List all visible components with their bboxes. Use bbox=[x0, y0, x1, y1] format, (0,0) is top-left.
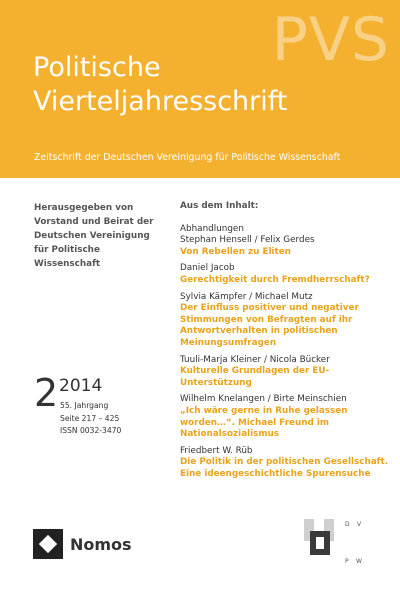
contents-entry bbox=[180, 446, 395, 481]
contents-entry bbox=[180, 394, 395, 440]
dvpw-letter-w: W bbox=[356, 558, 362, 565]
contents-entry bbox=[180, 292, 395, 350]
entry-title: „Ich wäre gerne in Ruhe gelassen worden…“. Michael Freund im Nationalsozialismus bbox=[180, 405, 348, 440]
issue-issn: ISSN 0032-3470 bbox=[60, 426, 122, 435]
entry-authors: Friedbert W. Rüb bbox=[180, 445, 253, 456]
contents-entry bbox=[180, 235, 395, 258]
nomos-logo bbox=[33, 529, 132, 559]
dvpw-logo-icon bbox=[303, 517, 363, 565]
entry-title: Kulturelle Grundlagen der EU-Unterstützung bbox=[180, 366, 330, 388]
dvpw-letter-v: V bbox=[357, 521, 362, 528]
issue-details bbox=[60, 400, 121, 438]
entry-title: Gerechtigkeit durch Fremdherrschaft? bbox=[180, 274, 370, 285]
journal-acronym: PVS bbox=[271, 5, 390, 75]
section-label: Abhandlungen bbox=[180, 223, 244, 234]
journal-title-line-1: Politische bbox=[33, 52, 161, 83]
entry-authors: Daniel Jacob bbox=[180, 263, 235, 274]
entry-authors: Tuuli-Marja Kleiner / Nicola Bücker bbox=[180, 354, 330, 365]
dvpw-letter-d: D bbox=[345, 521, 350, 528]
dvpw-letter-p: P bbox=[345, 558, 349, 565]
nomos-mark-icon bbox=[33, 529, 63, 559]
contents-heading: Aus dem Inhalt: bbox=[180, 201, 259, 211]
editor-note: Herausgegeben von Vorstand und Beirat der Deutschen Vereinigung für Politische Wissenschaft bbox=[34, 203, 154, 269]
issue-number: 2 bbox=[34, 371, 59, 415]
entry-title: Die Politik in der politischen Gesellschaft. Eine ideengeschichtliche Spurensuche bbox=[180, 457, 389, 479]
issue-volume: 55. Jahrgang bbox=[60, 401, 109, 410]
cover-header-band bbox=[0, 0, 400, 178]
entry-title: Der Einfluss positiver und negativer Stimmungen von Befragten auf ihr Antwortverhalten in politischen Meinungsumfragen bbox=[180, 303, 359, 348]
entry-authors: Sylvia Kämpfer / Michael Mutz bbox=[180, 291, 313, 302]
issue-year: 2014 bbox=[59, 376, 103, 396]
nomos-wordmark: Nomos bbox=[70, 534, 132, 554]
entry-authors: Wilhelm Knelangen / Birte Meinschien bbox=[180, 394, 347, 405]
entry-title: Von Rebellen zu Eliten bbox=[180, 246, 291, 257]
table-of-contents bbox=[180, 201, 395, 485]
journal-title-line-2: Vierteljahresschrift bbox=[33, 86, 288, 117]
contents-entry bbox=[180, 263, 395, 286]
journal-title bbox=[33, 51, 287, 119]
contents-entry bbox=[180, 355, 395, 390]
journal-subtitle: Zeitschrift der Deutschen Vereinigung für Politische Wissenschaft bbox=[34, 152, 341, 163]
entry-authors: Stephan Hensell / Felix Gerdes bbox=[180, 235, 315, 246]
issue-pages: Seite 217 – 425 bbox=[60, 413, 120, 423]
